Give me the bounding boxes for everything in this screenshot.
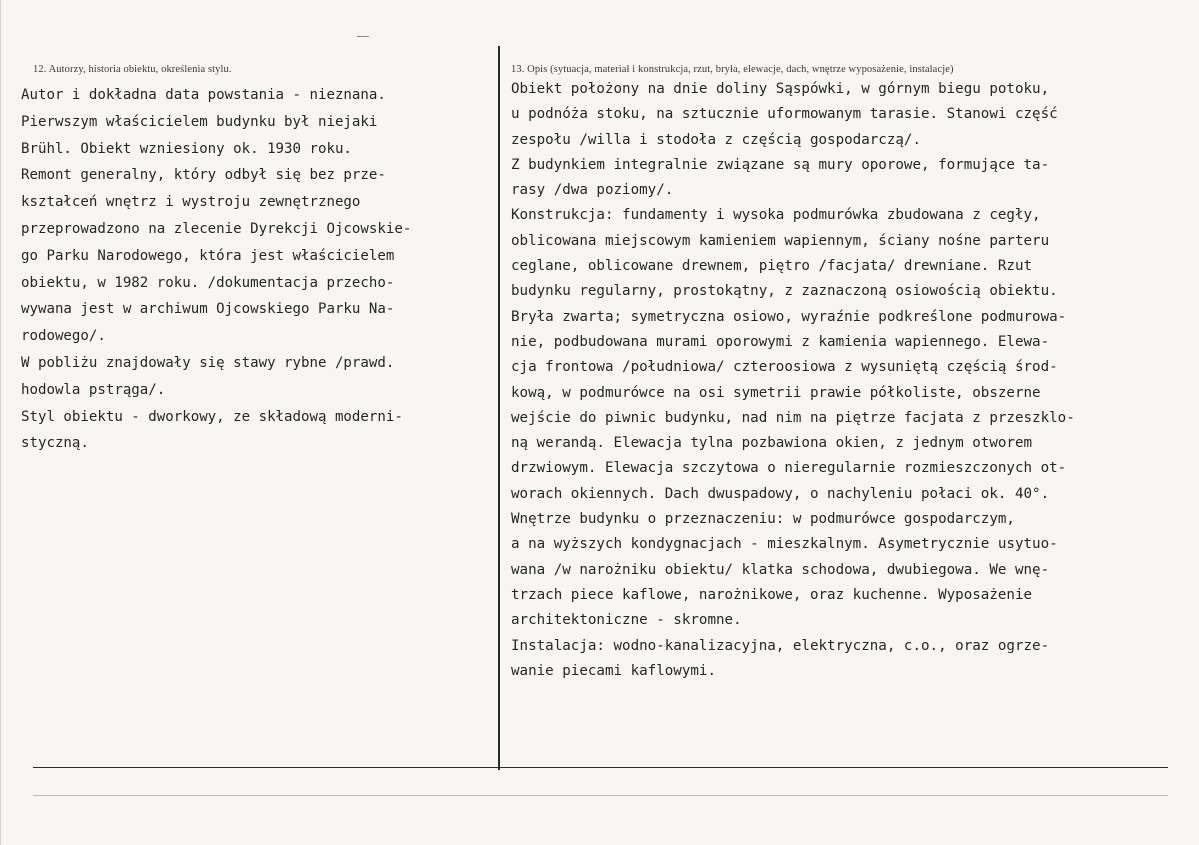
section13-line: trzach piece kaflowe, narożnikowe, oraz kuchenne. Wyposażenie [511, 586, 1033, 603]
section13-line: wana /w narożniku obiektu/ klatka schodowa, dwubiegowa. We wnę- [511, 561, 1050, 578]
section13-line: a na wyższych kondygnacjach - mieszkalnym. Asymetrycznie usytuo- [511, 536, 1058, 553]
section-12-heading: 12. Autorzy, historia obiektu, określenia stylu. [33, 64, 232, 75]
section12-line: rodowego/. [21, 328, 106, 345]
section13-line: ceglane, oblicowane drewnem, piętro /facjata/ drewniane. Rzut [511, 258, 1033, 275]
section12-line: Pierwszym właścicielem budynku był niejaki [21, 113, 378, 130]
section12-line: hodowla pstrąga/. [21, 381, 166, 398]
section13-line: rasy /dwa poziomy/. [511, 182, 674, 199]
section13-line: drzwiowym. Elewacja szczytowa o nieregularnie rozmieszczonych ot- [511, 460, 1067, 477]
section13-line: Obiekt położony na dnie doliny Sąspówki, w górnym biegu potoku, [511, 81, 1050, 97]
section12-line: go Parku Narodowego, która jest właścicielem [21, 247, 395, 264]
section13-line: wejście do piwnic budynku, nad nim na piętrze facjata z przeszklo- [511, 409, 1075, 426]
section13-line: Konstrukcja: fundamenty i wysoka podmurówka zbudowana z cegły, [511, 207, 1041, 224]
section13-line: oblicowana miejscowym kamieniem wapiennym, ściany nośne parteru [511, 232, 1050, 249]
section13-line: u podnóża stoku, na sztucznie uformowanym tarasie. Stanowi część [511, 106, 1058, 123]
section12-line: Styl obiektu - dworkowy, ze składową moderni- [21, 408, 403, 425]
column-divider [498, 46, 500, 770]
section12-line: Remont generalny, który odbył się bez prze- [21, 167, 386, 184]
section13-line: cja frontowa /południowa/ czteroosiowa z wysuniętą częścią środ- [511, 359, 1058, 376]
section12-line: Brühl. Obiekt wzniesiony ok. 1930 roku. [21, 140, 352, 157]
section13-line: Instalacja: wodno-kanalizacyjna, elektryczna, c.o., oraz ogrze- [511, 637, 1050, 654]
section13-line: worach okiennych. Dach dwuspadowy, o nachyleniu połaci ok. 40°. [511, 485, 1050, 502]
section13-line: Bryła zwarta; symetryczna osiowo, wyraźnie podkreślone podmurowa- [511, 308, 1067, 325]
section12-line: W pobliżu znajdowały się stawy rybne /prawd. [21, 354, 395, 371]
page-mark [357, 36, 369, 37]
section12-line: obiektu, w 1982 roku. /dokumentacja przecho- [21, 274, 395, 291]
bottom-rule [33, 767, 1168, 768]
section13-line: wanie piecami kaflowymi. [511, 662, 716, 679]
section12-line: kształceń wnętrz i wystroju zewnętrznego [21, 194, 361, 211]
section13-line: Z budynkiem integralnie związane są mury oporowe, formujące ta- [511, 156, 1050, 173]
section-12-text [21, 82, 497, 457]
section13-line: Wnętrze budynku o przeznaczeniu: w podmurówce gospodarczym, [511, 511, 1015, 528]
section13-line: nie, podbudowana murami oporowymi z kamienia wapiennego. Elewa- [511, 333, 1050, 350]
section13-line: budynku regularny, prostokątny, z zaznaczoną osiowością obiektu. [511, 283, 1058, 300]
section-13-heading: 13. Opis (sytuacja, materiał i konstrukcja, rzut, bryła, elewacje, dach, wnętrze wyposażenie, instalacje) [511, 64, 954, 75]
section13-line: architektoniczne - skromne. [511, 612, 742, 629]
section13-line: kową, w podmurówce na osi symetrii prawie półkoliste, obszerne [511, 384, 1041, 401]
section12-line: wywana jest w archiwum Ojcowskiego Parku Na- [21, 301, 395, 318]
bottom-rule-faint [33, 795, 1168, 796]
section12-line: przeprowadzono na zlecenie Dyrekcji Ojcowskie- [21, 220, 412, 237]
section13-line: zespołu /willa i stodoła z częścią gospodarczą/. [511, 131, 921, 148]
section12-line: Autor i dokładna data powstania - nieznana. [21, 87, 386, 103]
section12-line: styczną. [21, 435, 89, 452]
section-13-text [511, 77, 1196, 684]
section13-line: ną werandą. Elewacja tylna pozbawiona okien, z jednym otworem [511, 435, 1033, 452]
